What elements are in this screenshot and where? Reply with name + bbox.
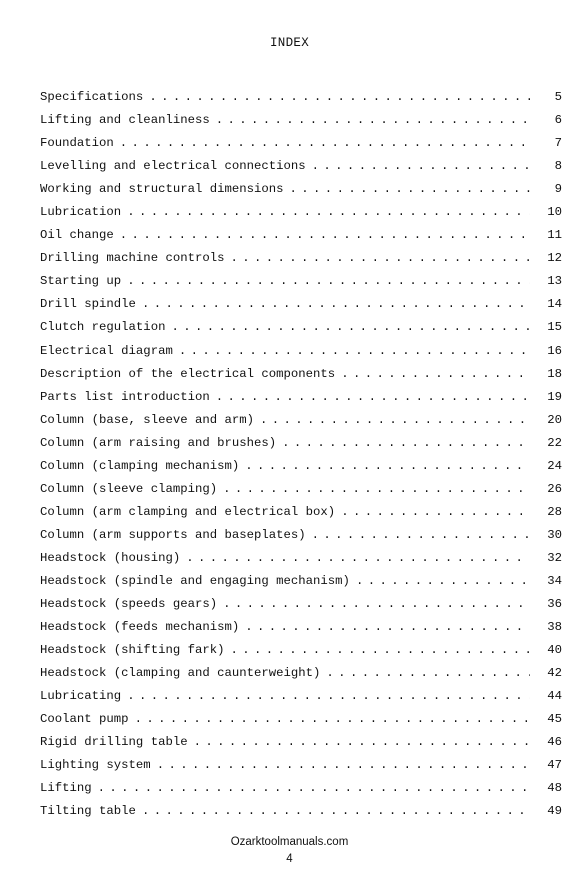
toc-entry-page: 10 [547, 205, 562, 220]
toc-entry-page: 14 [547, 297, 562, 312]
toc-entry [40, 781, 562, 804]
toc-leader-dots [341, 367, 530, 381]
toc-leader-dots [135, 712, 530, 726]
toc-entry [40, 344, 562, 367]
toc-leader-dots [127, 205, 530, 219]
toc-entry [40, 436, 562, 459]
toc-entry-label: Headstock (housing) [40, 550, 181, 565]
toc-leader-dots [179, 344, 530, 358]
toc-entry-page: 6 [554, 113, 562, 128]
toc-entry-label: Headstock (spindle and engaging mechanism) [40, 573, 350, 588]
toc-entry-label: Lifting [40, 781, 92, 796]
toc-entry-page: 42 [547, 666, 562, 681]
toc-entry-label: Starting up [40, 274, 122, 289]
toc-entry [40, 597, 562, 620]
toc-entry [40, 758, 562, 781]
toc-entry [40, 574, 562, 597]
toc-entry [40, 735, 562, 758]
toc-entry-page: 32 [547, 550, 562, 565]
toc-entry-label: Lighting system [40, 758, 151, 773]
toc-entry-page: 18 [547, 366, 562, 381]
toc-entry-page: 15 [547, 320, 562, 335]
toc-entry-page: 9 [554, 182, 562, 197]
toc-entry-page: 49 [547, 804, 562, 819]
toc-leader-dots [98, 781, 530, 795]
toc-entry [40, 159, 562, 182]
toc-entry-page: 19 [547, 389, 562, 404]
toc-entry-label: Drilling machine controls [40, 251, 225, 266]
toc-entry-page: 20 [547, 412, 562, 427]
toc-entry [40, 482, 562, 505]
toc-leader-dots [127, 274, 530, 288]
toc-entry-label: Lubrication [40, 205, 122, 220]
toc-entry-page: 13 [547, 274, 562, 289]
toc-leader-dots [223, 597, 530, 611]
toc-entry-label: Column (base, sleeve and arm) [40, 412, 255, 427]
toc-leader-dots [186, 551, 530, 565]
toc-entry [40, 113, 562, 136]
toc-leader-dots [356, 574, 530, 588]
toc-entry-label: Column (sleeve clamping) [40, 481, 218, 496]
toc-entry-page: 45 [547, 712, 562, 727]
toc-entry [40, 528, 562, 551]
toc-leader-dots [312, 159, 530, 173]
toc-entry-page: 28 [547, 504, 562, 519]
toc-entry-page: 5 [554, 90, 562, 104]
toc-entry-page: 11 [547, 228, 562, 243]
toc-leader-dots [149, 90, 530, 104]
toc-entry [40, 297, 562, 320]
toc-leader-dots [230, 251, 530, 265]
toc-leader-dots [223, 482, 530, 496]
toc-entry-label: Headstock (feeds mechanism) [40, 620, 240, 635]
toc-entry [40, 182, 562, 205]
toc-entry-page: 48 [547, 781, 562, 796]
toc-entry [40, 136, 562, 159]
toc-entry [40, 459, 562, 482]
toc-entry-page: 44 [547, 689, 562, 704]
toc-entry-page: 24 [547, 458, 562, 473]
toc-entry-page: 12 [547, 251, 562, 266]
toc-entry [40, 689, 562, 712]
toc-entry-label: Lifting and cleanliness [40, 113, 210, 128]
toc-entry [40, 666, 562, 689]
toc-entry [40, 712, 562, 735]
toc-leader-dots [120, 228, 530, 242]
toc-leader-dots [312, 528, 530, 542]
toc-leader-dots [326, 666, 530, 680]
toc-entry-label: Oil change [40, 228, 114, 243]
toc-leader-dots [290, 182, 530, 196]
toc-entry-label: Lubricating [40, 689, 122, 704]
toc-entry [40, 367, 562, 390]
toc-entry-label: Column (arm raising and brushes) [40, 435, 277, 450]
toc-entry-label: Description of the electrical components [40, 366, 336, 381]
toc-leader-dots [341, 505, 530, 519]
toc-entry-label: Levelling and electrical connections [40, 159, 306, 174]
toc-entry [40, 251, 562, 274]
toc-entry [40, 505, 562, 528]
toc-entry [40, 620, 562, 643]
toc-entry-label: Drill spindle [40, 297, 136, 312]
toc-entry-page: 46 [547, 735, 562, 750]
table-of-contents [40, 90, 562, 828]
toc-entry-page: 34 [547, 573, 562, 588]
toc-entry-page: 30 [547, 527, 562, 542]
toc-leader-dots [216, 390, 530, 404]
toc-leader-dots [194, 735, 530, 749]
toc-leader-dots [216, 113, 530, 127]
toc-leader-dots [127, 689, 530, 703]
toc-entry-label: Column (clamping mechanism) [40, 458, 240, 473]
toc-entry-label: Column (arm clamping and electrical box) [40, 504, 336, 519]
toc-entry [40, 320, 562, 343]
toc-entry-label: Tilting table [40, 804, 136, 819]
toc-entry [40, 643, 562, 666]
toc-entry [40, 90, 562, 113]
footer-website: Ozarktoolmanuals.com [230, 836, 349, 848]
toc-entry-page: 36 [547, 597, 562, 612]
toc-entry [40, 274, 562, 297]
toc-entry-page: 26 [547, 481, 562, 496]
toc-entry-label: Headstock (shifting fark) [40, 643, 225, 658]
toc-leader-dots [230, 643, 530, 657]
toc-leader-dots [120, 136, 530, 150]
toc-leader-dots [171, 320, 530, 334]
toc-leader-dots [260, 413, 530, 427]
toc-entry-label: Headstock (clamping and caunterweight) [40, 666, 321, 681]
toc-entry-label: Headstock (speeds gears) [40, 597, 218, 612]
toc-entry-label: Rigid drilling table [40, 735, 188, 750]
toc-entry-page: 38 [547, 620, 562, 635]
toc-entry [40, 390, 562, 413]
toc-entry-label: Coolant pump [40, 712, 129, 727]
toc-entry [40, 551, 562, 574]
toc-entry [40, 228, 562, 251]
toc-leader-dots [245, 620, 530, 634]
toc-entry-page: 40 [547, 643, 562, 658]
toc-leader-dots [142, 297, 530, 311]
toc-entry-label: Parts list introduction [40, 389, 210, 404]
toc-entry-label: Foundation [40, 136, 114, 151]
toc-entry-label: Electrical diagram [40, 343, 173, 358]
toc-leader-dots [157, 758, 530, 772]
toc-entry-page: 22 [547, 435, 562, 450]
toc-entry [40, 804, 562, 827]
toc-entry-page: 7 [554, 136, 562, 151]
toc-entry-label: Working and structural dimensions [40, 182, 284, 197]
toc-entry-page: 47 [547, 758, 562, 773]
toc-entry [40, 205, 562, 228]
toc-entry-label: Column (arm supports and baseplates) [40, 527, 306, 542]
footer-page-number: 4 [286, 853, 293, 865]
toc-entry [40, 413, 562, 436]
toc-leader-dots [142, 804, 530, 818]
toc-entry-page: 16 [547, 343, 562, 358]
toc-entry-page: 8 [554, 159, 562, 174]
toc-entry-label: Specifications [40, 90, 144, 104]
toc-entry-label: Clutch regulation [40, 320, 166, 335]
toc-leader-dots [245, 459, 530, 473]
index-title: INDEX [269, 36, 309, 50]
toc-leader-dots [282, 436, 530, 450]
